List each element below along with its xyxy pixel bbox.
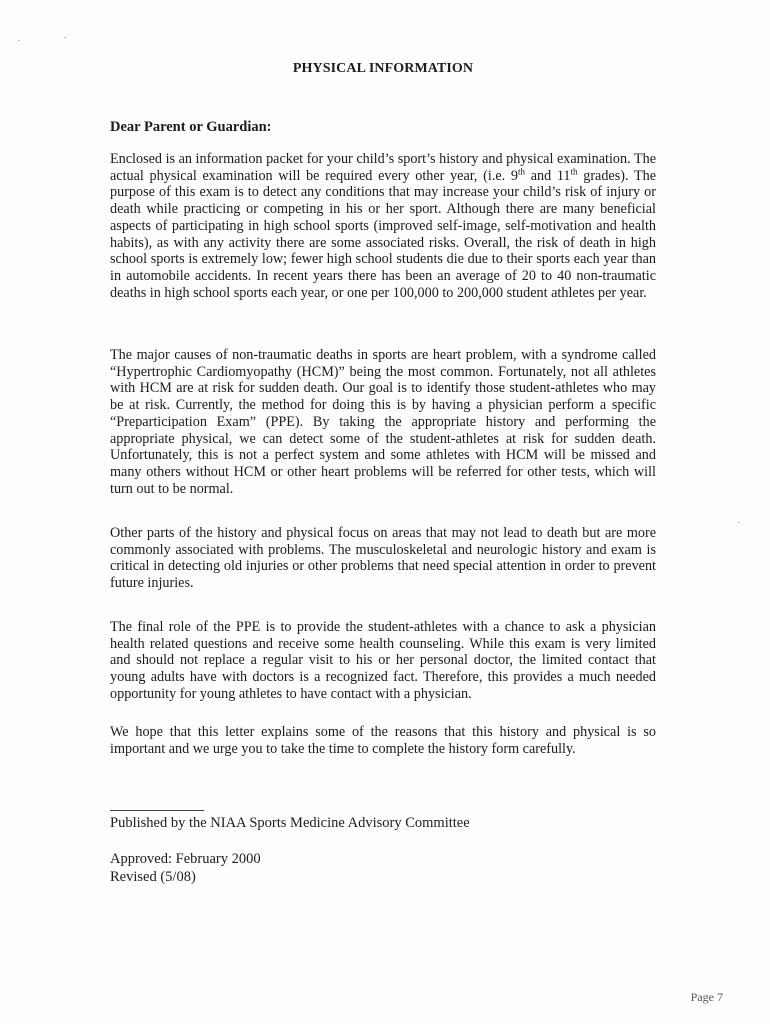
salutation: Dear Parent or Guardian: <box>110 119 272 135</box>
approved-date: Approved: February 2000 <box>110 851 261 867</box>
revised-date: Revised (5/08) <box>110 869 196 885</box>
paragraph-intro: Enclosed is an information packet for your child’s sport’s history and physical examination. The actual physical examination will be required every other year, (i.e. 9th and 11th grades). The purpose of this exam is to detect any conditions that may increase your child’s risk of injury or death while practicing or competing in his or her sport. Although there are many beneficial aspects of participating in high school sports (improved self-image, self-motivation and health habits), as with any activity there are some associated risks. Overall, the risk of death in high school sports is extremely low; fewer high school students die due to their sports each year than in automobile accidents. In recent years there has been an average of 20 to 40 non-traumatic deaths in high school sports each year, or one per 100,000 to 200,000 student athletes per year. <box>110 151 657 301</box>
published-by-line: Published by the NIAA Sports Medicine Advisory Committee <box>110 815 470 831</box>
paragraph-final-role: The final role of the PPE is to provide the student-athletes with a chance to ask a physician health related questions and receive some health counseling. While this exam is very limited and should not replace a regular visit to his or her personal doctor, the limited contact that young adults have with doctors is a recognized fact. Therefore, this provides a much needed opportunity for young athletes to have contact with a physician. <box>110 619 656 702</box>
scan-speck <box>738 522 740 523</box>
paragraph-other-parts: Other parts of the history and physical focus on areas that may not lead to death but are more commonly associated with problems. The musculoskeletal and neurologic history and exam is critical in detecting old injuries or other problems that need special attention in order to prevent future injuries. <box>110 525 656 592</box>
page-number: Page 7 <box>690 990 723 1004</box>
paragraph-closing: We hope that this letter explains some of the reasons that this history and physical is so important and we urge you to take the time to complete the history form carefully. <box>110 724 656 757</box>
signature-divider <box>110 810 204 811</box>
page-title: PHYSICAL INFORMATION <box>292 61 474 76</box>
scan-speck <box>64 37 66 38</box>
scan-speck <box>18 40 20 41</box>
paragraph-hcm: The major causes of non-traumatic deaths in sports are heart problem, with a syndrome called “Hypertrophic Cardiomyopathy (HCM)” being the most common. Fortunately, not all athletes with HCM are at risk for sudden death. Our goal is to identify those student-athletes who may be at risk. Currently, the method for doing this is by having a physician perform a specific “Preparticipation Exam” (PPE). By taking the appropriate history and performing the appropriate physical, we can detect some of the student-athletes at risk for sudden death. Unfortunately, this is not a perfect system and some athletes with HCM will be missed and many others without HCM or other heart problems will be referred for other tests, which will turn out to be normal. <box>110 347 656 497</box>
